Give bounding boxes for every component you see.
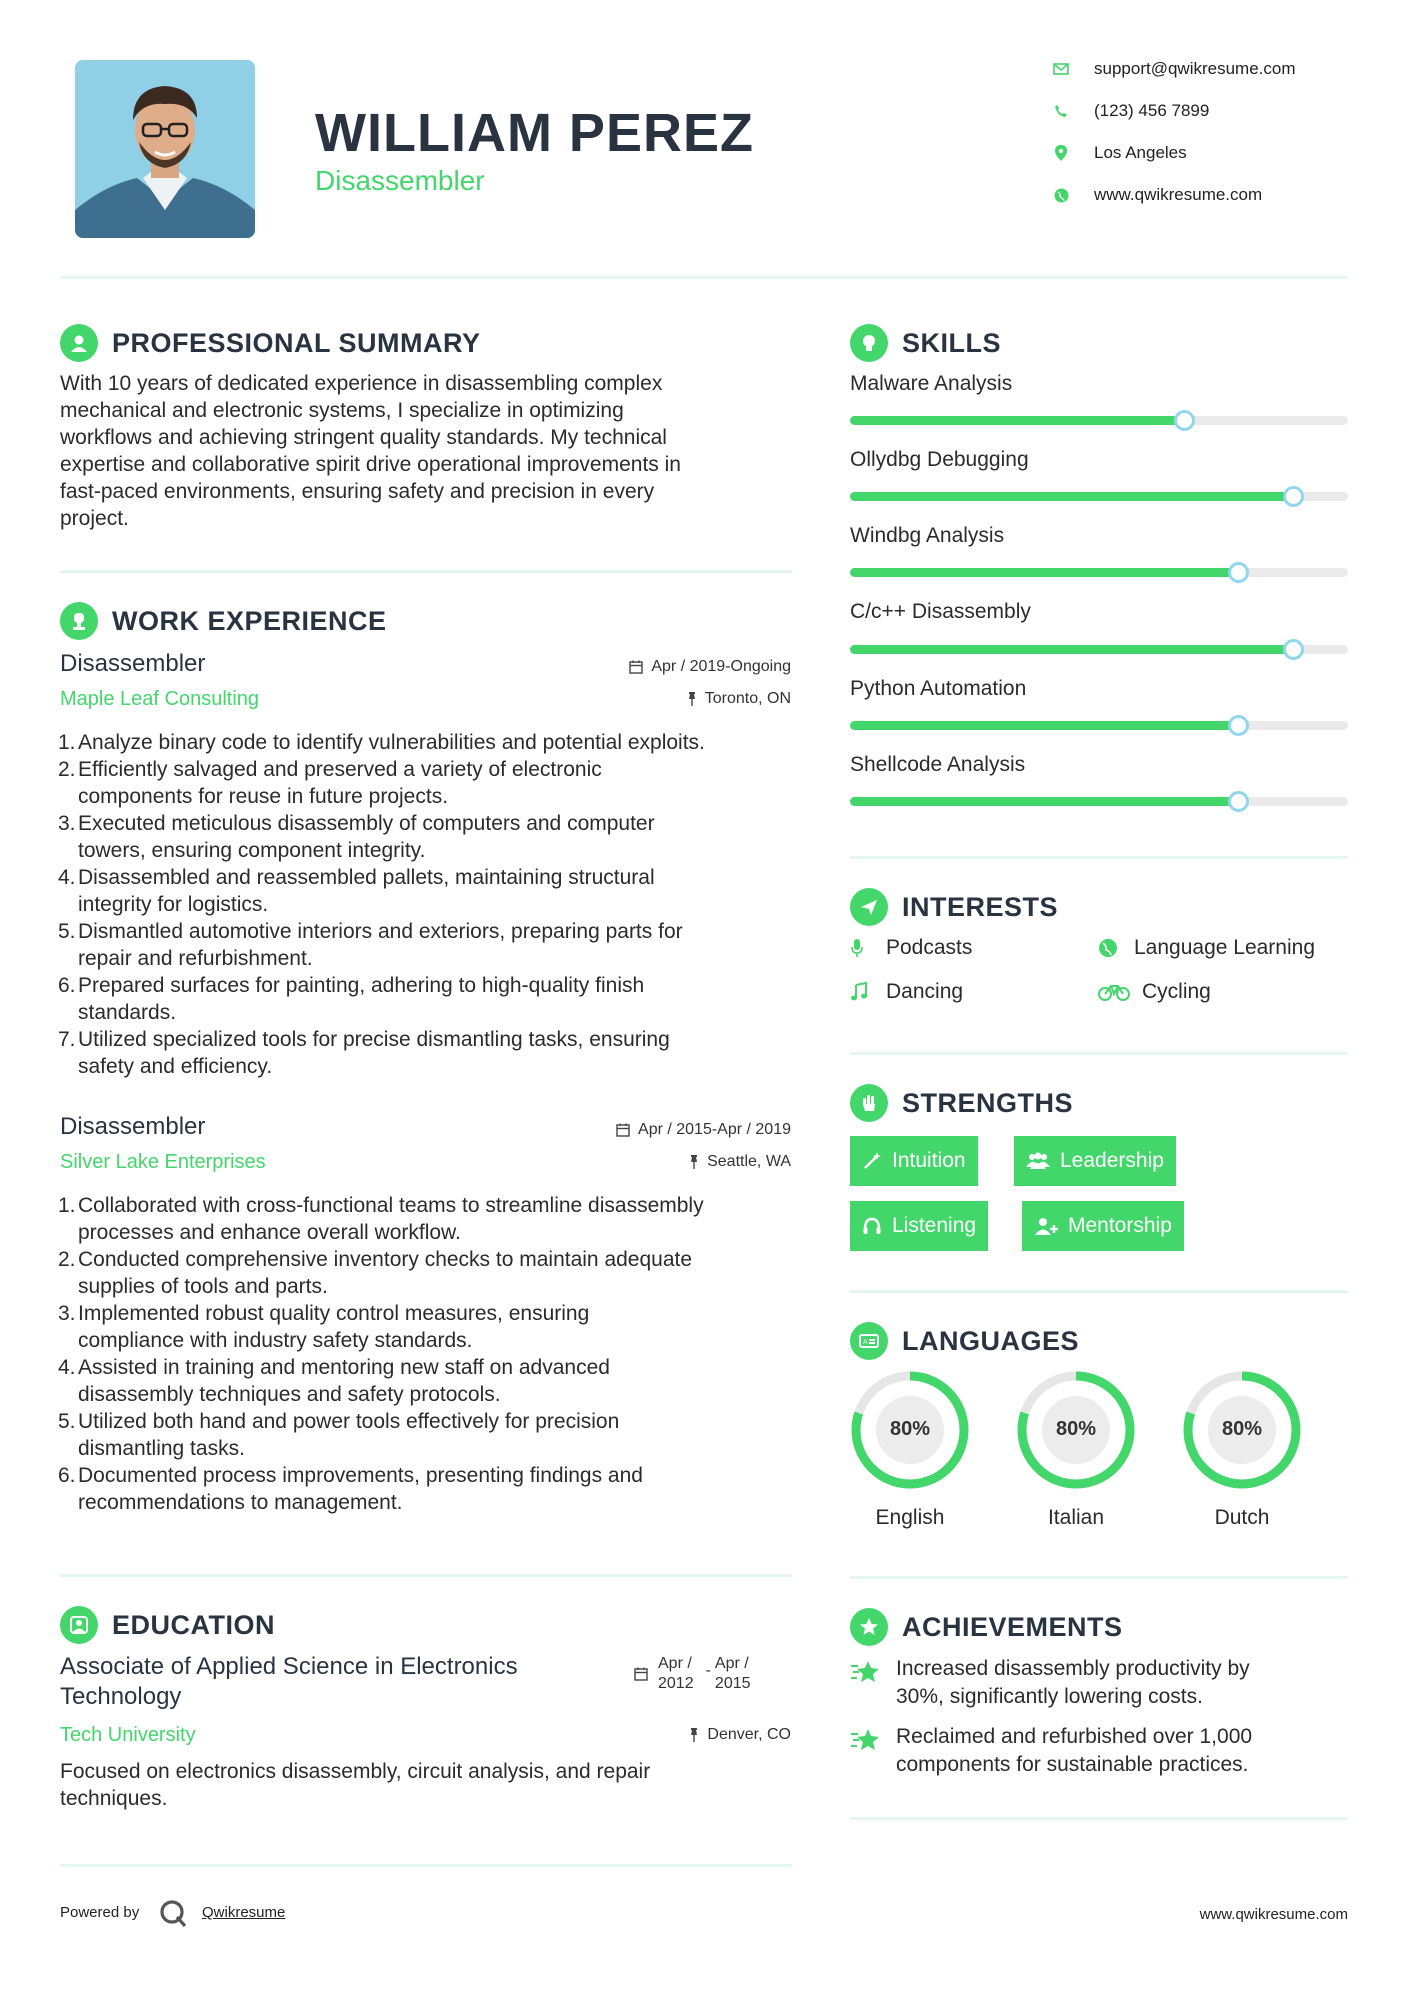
interests-title: INTERESTS [902,891,1059,922]
achievement-star-icon [850,1658,882,1691]
contact-phone[interactable] [1050,100,1209,122]
location-pin-icon [1050,142,1072,164]
interest-item [1098,980,1211,1004]
strengths-title: STRENGTHS [902,1087,1074,1118]
degree-line: Technology [60,1683,182,1710]
job-title: Disassembler [60,1113,206,1140]
summary-text [60,370,800,532]
summary-line: mechanical and electronic systems, I specialize in optimizing [60,399,624,422]
summary-line: expertise and collaborative spirit drive operational improvements in [60,453,681,476]
bullet-number: 1. [58,1194,76,1217]
svg-text:A: A [863,1338,868,1346]
language-card-icon [850,1322,888,1360]
qwikresume-link[interactable]: Qwikresume [202,1904,286,1921]
achievement-item [896,1723,1348,1779]
globe-icon [1098,938,1126,958]
job-bullet [58,756,798,810]
music-note-icon [850,982,878,1002]
bullet-number: 3. [58,812,76,835]
language-label: Dutch [1214,1506,1270,1529]
phone-icon [1050,100,1072,122]
achievement-item [896,1655,1348,1711]
skill-label: Windbg Analysis [850,524,1005,547]
bullet-line: recommendations to management. [78,1491,403,1514]
envelope-icon [1050,58,1072,80]
date-part: Apr / [658,1655,692,1672]
interest-item [850,980,963,1004]
contact-email[interactable] [1050,58,1296,80]
bullet-line: Prepared surfaces for painting, adhering to high-quality finish [78,974,645,997]
strength-label: Leadership [1060,1149,1164,1172]
job-company: Maple Leaf Consulting [60,688,260,710]
skill-slider-knob [1228,715,1249,736]
pushpin-icon [689,1155,699,1169]
job-location [689,1153,791,1171]
skill-label: Shellcode Analysis [850,753,1026,776]
skill-bar [850,568,1348,577]
bullet-line: towers, ensuring component integrity. [78,839,426,862]
section-divider [850,1290,1348,1293]
skill-bar [850,797,1348,806]
education-dates [634,1654,751,1694]
bullet-line: Dismantled automotive interiors and exteriors, preparing parts for [78,920,683,943]
bullet-number: 6. [58,974,76,997]
section-divider [60,1574,792,1577]
language-percent: 80% [889,1418,931,1440]
bullet-line: components for reuse in future projects. [78,785,449,808]
paper-plane-icon [850,888,888,926]
headphones-icon [862,1216,882,1236]
summary-line: workflows and achieving stringent quality standards. My technical [60,426,667,449]
section-divider [60,570,792,573]
bullet-line: Implemented robust quality control measures, ensuring [78,1302,590,1325]
interest-label: Dancing [886,980,964,1003]
languages-title: LANGUAGES [902,1325,1080,1356]
achievement-line: components for sustainable practices. [896,1753,1249,1776]
achievement-line: Increased disassembly productivity by [896,1657,1250,1680]
magic-wand-icon [862,1151,882,1171]
bicycle-icon [1098,983,1134,1001]
section-divider [60,1864,792,1867]
bullet-line: Utilized both hand and power tools effectively for precision [78,1410,620,1433]
job-company: Silver Lake Enterprises [60,1151,266,1173]
achievements-title: ACHIEVEMENTS [902,1611,1123,1642]
candidate-role: Disassembler [315,165,485,196]
bullet-line: Efficiently salvaged and preserved a variety of electronic [78,758,602,781]
summary-title: PROFESSIONAL SUMMARY [112,327,481,358]
skill-label: Ollydbg Debugging [850,448,1029,471]
interest-label: Podcasts [886,936,973,959]
skill-slider-knob [1283,639,1304,660]
skill-bar [850,492,1348,501]
language-label: English [875,1506,945,1529]
interest-item [1098,936,1315,960]
bullet-line: compliance with industry safety standards. [78,1329,473,1352]
degree-line: Associate of Applied Science in Electronics [60,1653,518,1680]
calendar-icon [616,1123,630,1137]
skill-label: Python Automation [850,677,1027,700]
strengths-header [850,1084,1073,1122]
description-line: techniques. [60,1787,168,1810]
skill-bar [850,721,1348,730]
job-dates-text: Apr / 2015-Apr / 2019 [638,1121,791,1138]
powered-by-label: Powered by [60,1904,140,1921]
strength-label: Mentorship [1068,1214,1172,1237]
language-label: Italian [1047,1506,1105,1529]
interest-label: Language Learning [1134,936,1316,959]
education-end [715,1654,751,1694]
achievement-line: 30%, significantly lowering costs. [896,1685,1203,1708]
user-plus-icon [1034,1216,1058,1236]
education-description [60,1758,800,1812]
summary-line: fast-paced environments, ensuring safety and precision in every [60,480,655,503]
education-header [60,1606,275,1644]
job-bullet [58,972,798,1026]
date-part: Apr / [714,1655,749,1672]
header-divider [60,276,1348,279]
briefcase-icon [60,602,98,640]
job-dates-text: Apr / 2019-Ongoing [651,658,791,675]
bullet-line: Executed meticulous disassembly of computers and computer [78,812,655,835]
skills-title: SKILLS [902,327,1002,358]
skill-bar-fill [850,797,1238,806]
skill-bar [850,645,1348,654]
skill-bar-fill [850,645,1293,654]
summary-header [60,324,481,362]
pushpin-icon [689,1728,699,1742]
education-start [658,1654,694,1694]
achievements-header [850,1608,1123,1646]
job-location-text: Toronto, ON [704,690,791,707]
skill-label: Malware Analysis [850,372,1013,395]
interest-item [850,936,972,960]
job-title: Disassembler [60,650,206,677]
bullet-number: 2. [58,758,76,781]
bullet-line: safety and efficiency. [78,1055,273,1078]
bullet-number: 3. [58,1302,76,1325]
bullet-number: 4. [58,1356,76,1379]
bullet-line: dismantling tasks. [78,1437,245,1460]
job-dates [629,658,791,676]
bullet-line: integrity for logistics. [78,893,269,916]
job-location-text: Seattle, WA [707,1153,791,1170]
strength-badge [1022,1201,1184,1251]
education-location [689,1726,791,1744]
strength-badge [1014,1136,1176,1186]
skill-label: C/c++ Disassembly [850,600,1031,623]
bullet-line: standards. [78,1001,177,1024]
graduate-icon [60,1606,98,1644]
bullet-number: 5. [58,1410,76,1433]
bullet-line: repair and refurbishment. [78,947,313,970]
qwikresume-logo-icon [158,1898,188,1933]
work-header [60,602,387,640]
job-bullet [58,1026,798,1080]
skill-slider-knob [1174,410,1195,431]
skill-bar [850,416,1348,425]
skill-slider-knob [1228,562,1249,583]
section-divider [850,856,1348,859]
job-bullet [58,1408,798,1462]
strength-label: Intuition [892,1149,966,1172]
interest-label: Cycling [1142,980,1211,1003]
date-part: 2012 [658,1675,694,1692]
bullet-number: 6. [58,1464,76,1487]
education-title: EDUCATION [112,1609,275,1640]
bullet-line: Assisted in training and mentoring new staff on advanced [78,1356,610,1379]
job-bullet [58,1354,798,1408]
degree-title [60,1652,620,1712]
profile-photo [75,60,255,238]
bullet-line: disassembly techniques and safety protocols. [78,1383,501,1406]
skill-bar-fill [850,416,1184,425]
skill-slider-knob [1228,791,1249,812]
language-percent: 80% [1221,1418,1263,1440]
bullet-number: 7. [58,1028,76,1051]
bullet-line: Utilized specialized tools for precise dismantling tasks, ensuring [78,1028,670,1051]
summary-line: With 10 years of dedicated experience in disassembling complex [60,372,663,395]
school-name: Tech University [60,1724,196,1746]
education-location-text: Denver, CO [707,1726,791,1743]
users-icon [1026,1151,1050,1171]
date-part: 2015 [714,1675,751,1692]
date-separator: - [705,1662,711,1679]
contact-website-text: www.qwikresume.com [1094,185,1263,204]
bullet-line: Analyze binary code to identify vulnerabilities and potential exploits. [78,731,705,754]
calendar-icon [629,660,643,674]
microphone-icon [850,938,878,958]
job-bullet [58,1192,798,1246]
description-line: Focused on electronics disassembly, circuit analysis, and repair [60,1760,651,1783]
bullet-line: Collaborated with cross-functional teams to streamline disassembly [78,1194,704,1217]
achievement-line: Reclaimed and refurbished over 1,000 [896,1725,1253,1748]
job-bullet [58,918,798,972]
skill-slider-knob [1283,486,1304,507]
contact-location [1050,142,1187,164]
skill-bar-fill [850,492,1293,501]
job-bullet [58,1300,798,1354]
job-bullet [58,1246,798,1300]
user-icon [60,324,98,362]
bullet-number: 1. [58,731,76,754]
lightbulb-icon [850,324,888,362]
achievement-star-icon [850,1726,882,1759]
footer-url[interactable]: www.qwikresume.com [1199,1906,1348,1923]
bullet-number: 4. [58,866,76,889]
skill-bar-fill [850,721,1238,730]
contact-phone-text: (123) 456 7899 [1094,101,1210,120]
strength-badge [850,1201,988,1251]
bullet-number: 2. [58,1248,76,1271]
bullet-line: Documented process improvements, presenting findings and [78,1464,643,1487]
interests-header [850,888,1058,926]
language-percent: 80% [1055,1418,1097,1440]
skills-header [850,324,1001,362]
languages-header [850,1322,1079,1360]
strength-badge [850,1136,978,1186]
star-badge-icon [850,1608,888,1646]
job-bullet [58,810,798,864]
section-divider [850,1052,1348,1055]
candidate-name: WILLIAM PEREZ [315,103,754,163]
section-divider [850,1817,1348,1820]
calendar-icon [634,1667,648,1681]
bullet-line: supplies of tools and parts. [78,1275,328,1298]
pushpin-icon [687,692,697,706]
strength-label: Listening [892,1214,977,1237]
bullet-line: Disassembled and reassembled pallets, maintaining structural [78,866,655,889]
work-title: WORK EXPERIENCE [112,605,387,636]
contact-location-text: Los Angeles [1094,143,1187,162]
job-bullet [58,864,798,918]
job-dates [616,1121,791,1139]
section-divider [850,1576,1348,1579]
bullet-line: Conducted comprehensive inventory checks to maintain adequate [78,1248,693,1271]
job-bullet [58,1462,798,1516]
contact-website[interactable] [1050,184,1262,206]
contact-email-text: support@qwikresume.com [1094,59,1296,78]
job-bullet [58,729,798,756]
bullet-number: 5. [58,920,76,943]
hand-icon [850,1084,888,1122]
bullet-line: processes and enhance overall workflow. [78,1221,461,1244]
globe-icon [1050,184,1072,206]
job-location [687,690,791,708]
skill-bar-fill [850,568,1238,577]
summary-line: project. [60,507,129,530]
